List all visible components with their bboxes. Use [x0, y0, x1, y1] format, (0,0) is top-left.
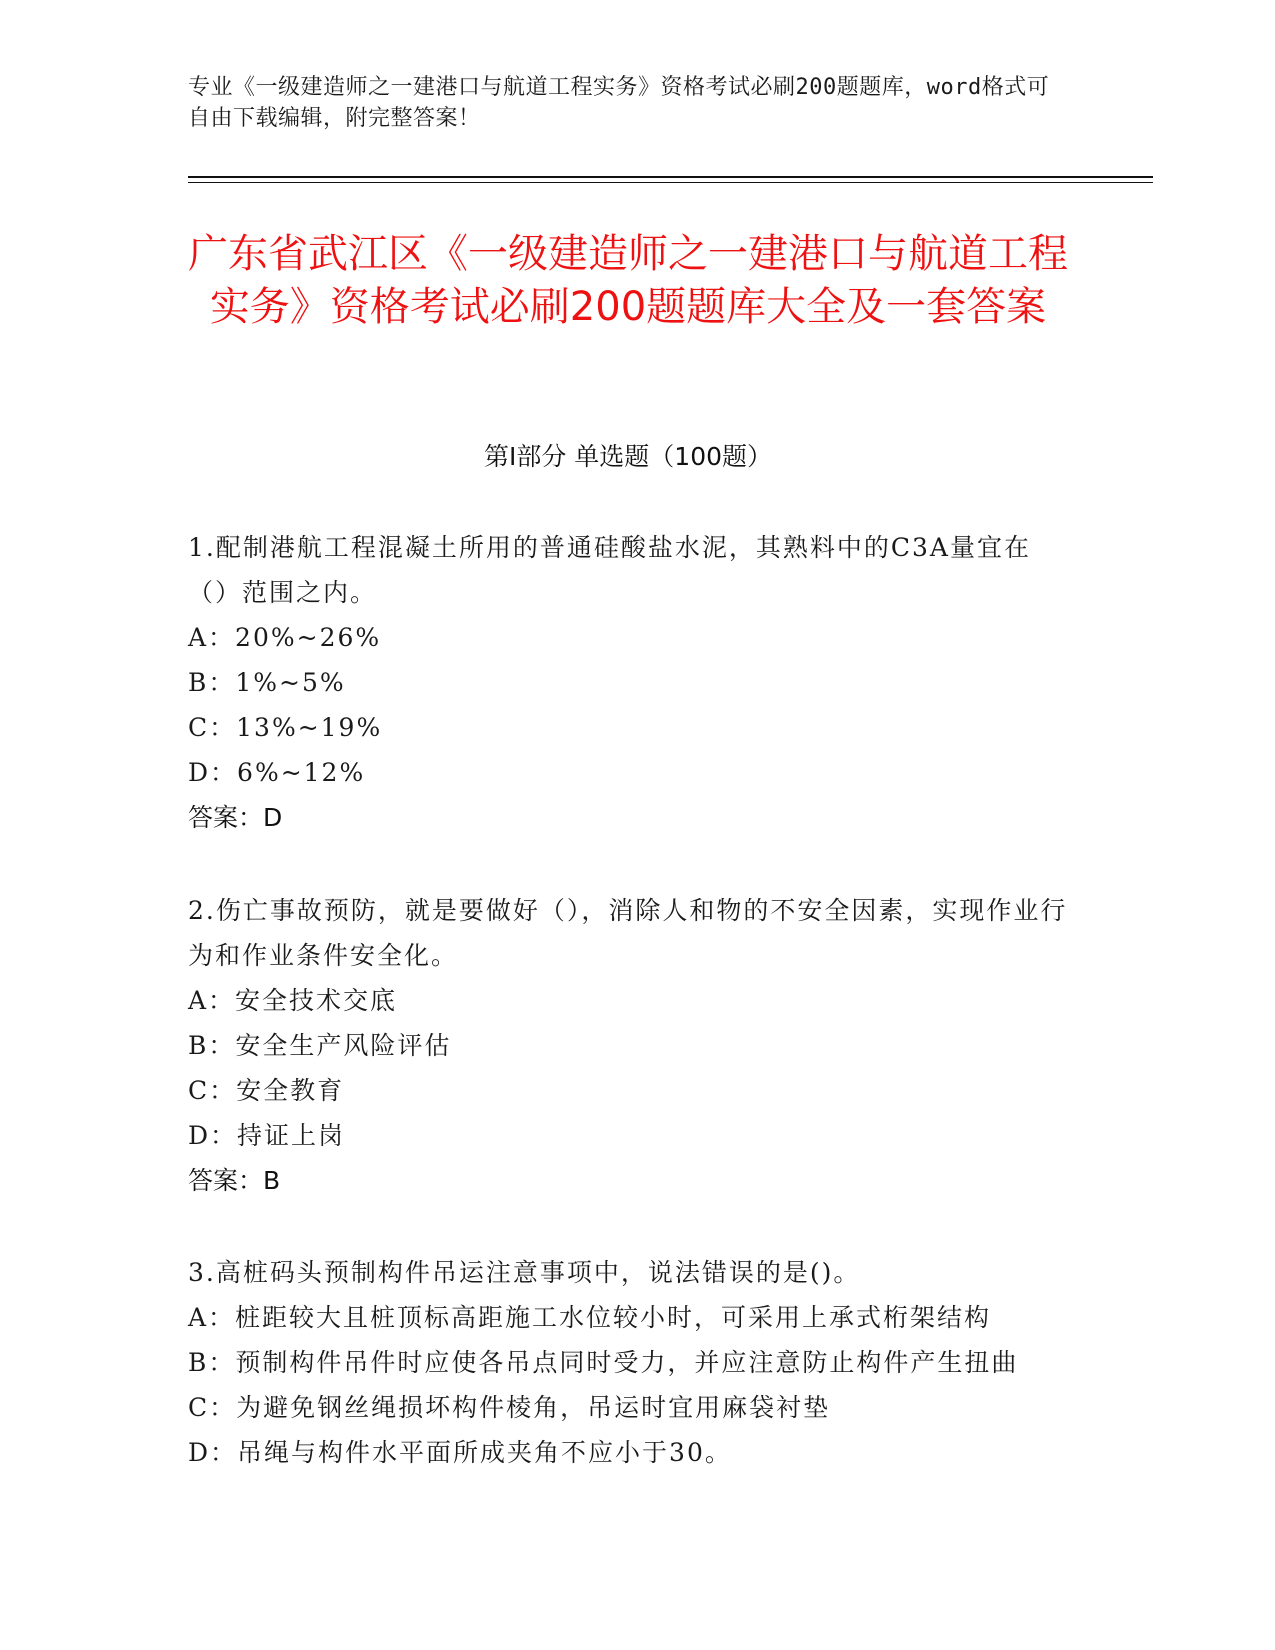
question-stem: 3.高桩码头预制构件吊运注意事项中，说法错误的是()。	[188, 1258, 861, 1287]
header-divider-thin	[188, 182, 1153, 183]
header-divider-thick	[188, 176, 1153, 178]
option-d: D：吊绳与构件水平面所成夹角不应小于30。	[188, 1438, 732, 1467]
option-b: B：1%~5%	[188, 668, 346, 697]
question-3	[188, 1250, 1068, 1475]
option-c: C：为避免钢丝绳损坏构件棱角，吊运时宜用麻袋衬垫	[188, 1393, 831, 1422]
option-a: A：安全技术交底	[188, 986, 398, 1015]
option-d: D：持证上岗	[188, 1121, 346, 1150]
option-c: C：安全教育	[188, 1076, 345, 1105]
option-a: A：20%~26%	[188, 623, 382, 652]
question-2	[188, 888, 1068, 1203]
section-title: 第Ⅰ部分 单选题（100题）	[483, 442, 773, 471]
option-b: B：安全生产风险评估	[188, 1031, 452, 1060]
question-stem: 1.配制港航工程混凝土所用的普通硅酸盐水泥，其熟料中的C3A量宜在（）范围之内。	[188, 533, 1031, 607]
document-title: 广东省武江区《一级建造师之一建港口与航道工程实务》资格考试必刷200题题库大全及一套答案	[188, 231, 1068, 330]
answer: 答案：B	[188, 1166, 281, 1195]
answer: 答案：D	[188, 803, 283, 832]
option-c: C：13%~19%	[188, 713, 383, 742]
option-a: A：桩距较大且桩顶标高距施工水位较小时，可采用上承式桁架结构	[188, 1303, 992, 1332]
option-b: B：预制构件吊件时应使各吊点同时受力，并应注意防止构件产生扭曲	[188, 1348, 1019, 1377]
question-stem: 2.伤亡事故预防，就是要做好（），消除人和物的不安全因素，实现作业行为和作业条件安全化。	[188, 896, 1068, 970]
question-1	[188, 525, 1068, 840]
header-note: 专业《一级建造师之一建港口与航道工程实务》资格考试必刷200题题库，word格式可自由下载编辑，附完整答案！	[188, 75, 1050, 131]
option-d: D：6%~12%	[188, 758, 366, 787]
